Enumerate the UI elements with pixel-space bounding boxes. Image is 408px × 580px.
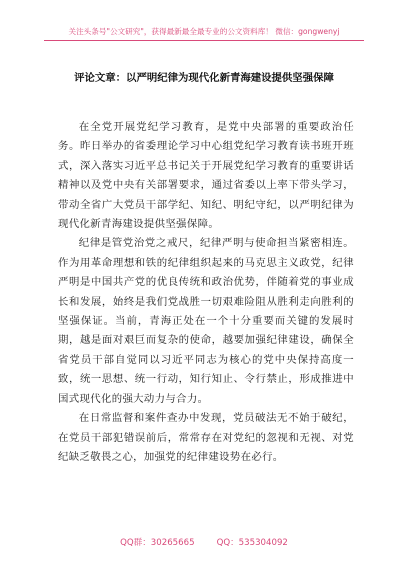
header-banner: 关注头条号"公文研究"，获得最新最全最专业的公文资料库！ 微信：gongwenyj (68, 27, 340, 36)
footer-qq-group: QQ群：30265665 (120, 538, 195, 548)
body-paragraph-1: 在全党开展党纪学习教育，是党中央部署的重要政治任务。昨日举办的省委理论学习中心组党纪学习教育读书班开班式，深入落实习近平总书记关于开展党纪学习教育的重要讲话精神以及党中央有关部署要求，通过省委以上率下带头学习，带动全省广大党员干部学纪、知纪、明纪守纪，以严明纪律为现代化新青海建设提供坚强保障。 (58, 121, 354, 231)
document-body (58, 118, 354, 467)
document-title: 评论文章：以严明纪律为现代化新青海建设提供坚强保障 (74, 72, 334, 84)
body-paragraph-3: 在日常监督和案件查办中发现，党员破法无不始于破纪，在党员干部犯错误前后，常常存在对党纪的忽视和无视、对党纪缺乏敬畏之心，加强党的纪律建设势在必行。 (58, 412, 354, 463)
body-paragraph-2: 纪律是管党治党之戒尺，纪律严明与使命担当紧密相连。作为用革命理想和铁的纪律组织起来的马克思主义政党，纪律严明是中国共产党的优良传统和政治优势，伴随着党的事业成长和发展，始终是我们党战胜一切艰难险阻从胜利走向胜利的坚强保证。当前，青海正处在一个十分重要而关键的发展时期，越是面对艰巨而复杂的使命，越要加强纪律建设，确保全省党员干部自觉同以习近平同志为核心的党中央保持高度一致，统一思想、统一行动，知行知止、令行禁止，形成推进中国式现代化的强大动力与合力。 (58, 237, 354, 405)
header-divider (44, 40, 364, 41)
footer-contact (44, 536, 364, 548)
footer-qq-number: QQ：535304092 (216, 538, 288, 548)
